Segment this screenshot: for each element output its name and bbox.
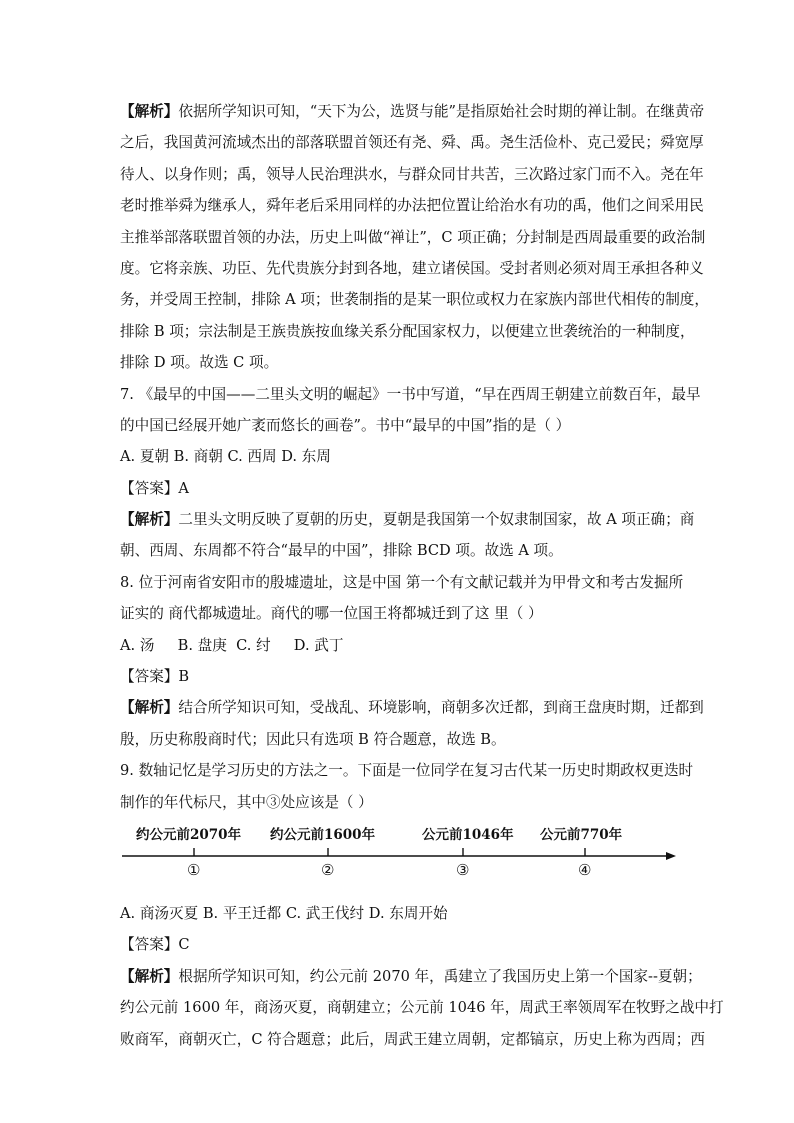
question-text: 9. 数轴记忆是学习历史的方法之一。下面是一位同学在复习古代某一历史时期政权更迭时	[120, 762, 694, 780]
question-text: 制作的年代标尺，其中③处应该是（ ）	[120, 793, 373, 811]
analysis-text: 务，并受周王控制，排除 A 项；世袭制指的是某一职位或权力在家族内部世代相传的制度，	[120, 291, 709, 309]
analysis-text: 殷，历史称殷商时代；因此只有选项 B 符合题意，故选 B。	[120, 730, 506, 748]
timeline-ruler	[120, 822, 680, 896]
document-content	[120, 96, 724, 1055]
question-options: A. 汤 B. 盘庚 C. 纣 D. 武丁	[120, 636, 344, 654]
q6-analysis	[120, 96, 709, 379]
analysis-label: 【解析】	[120, 967, 179, 985]
question-options: A. 夏朝 B. 商朝 C. 西周 D. 东周	[120, 448, 331, 466]
analysis-text: 败商军，商朝灭亡，C 符合题意；此后，周武王建立周朝，定都镐京，历史上称为西周；西	[120, 1030, 705, 1048]
analysis-text: 排除 B 项；宗法制是王族贵族按血缘关系分配国家权力，以便建立世袭统治的一种制度，	[120, 322, 695, 340]
analysis-text: 之后，我国黄河流域杰出的部落联盟首领还有尧、舜、禹。尧生活俭朴、克己爱民；舜宽厚	[120, 134, 704, 152]
analysis-text: 主推举部落联盟首领的办法，历史上叫做“禅让”，C 项正确；分封制是西周最重要的政治制	[120, 228, 706, 246]
analysis-text: 二里头文明反映了夏朝的历史，夏朝是我国第一个奴隶制国家，故 A 项正确；商	[178, 511, 695, 529]
answer-line	[120, 661, 680, 692]
question-8	[120, 567, 704, 755]
analysis-text: 约公元前 1600 年，商汤灭夏，商朝建立；公元前 1046 年，周武王率领周军在牧野之战中打	[120, 999, 724, 1017]
analysis-text: 结合所学知识可知，受战乱、环境影响，商朝多次迁都，到商王盘庚时期，迁都到	[178, 699, 704, 717]
timeline-label-1: 约公元前2070年	[136, 826, 242, 843]
timeline-label-3: 公元前1046年	[422, 826, 514, 843]
analysis-text: 待人、以身作则；禹，领导人民治理洪水，与群众同甘共苦，三次路过家门而不入。尧在年	[120, 165, 704, 183]
analysis-label: 【解析】	[120, 699, 179, 717]
answer-line	[120, 929, 680, 960]
question-9	[120, 755, 724, 1055]
analysis-text: 度。它将亲族、功臣、先代贵族分封到各地，建立诸侯国。受封者则必须对周王承担各种义	[120, 259, 704, 277]
answer-line	[120, 473, 680, 504]
analysis-text: 依据所学知识可知，“天下为公，选贤与能”是指原始社会时期的禅让制。在继黄帝	[178, 103, 705, 120]
question-options: A. 商汤灭夏 B. 平王迁都 C. 武王伐纣 D. 东周开始	[120, 904, 448, 922]
question-text: 7. 《最早的中国——二里头文明的崛起》一书中写道，“早在西周王朝建立前数百年，最早	[120, 385, 701, 403]
question-text: 的中国已经展开她广袤而悠长的画卷”。书中“最早的中国”指的是（ ）	[120, 416, 571, 434]
question-text: 证实的 商代都城遗址。商代的哪一位国王将都城迁到了这 里（ ）	[120, 605, 543, 623]
answer-value: B	[178, 668, 190, 686]
question-7	[120, 379, 701, 567]
analysis-text: 朝、西周、东周都不符合“最早的中国”，排除 BCD 项。故选 A 项。	[120, 542, 563, 560]
answer-value: A	[178, 479, 189, 497]
analysis-text: 老时推举舜为继承人，舜年老后采用同样的办法把位置让给治水有功的禹，他们之间采用民	[120, 197, 704, 215]
answer-value: C	[178, 936, 190, 954]
answer-label: 【答案】	[120, 479, 179, 497]
question-text: 8. 位于河南省安阳市的殷墟遗址，这是中国 第一个有文献记载并为甲骨文和考古发掘所	[120, 573, 684, 591]
analysis-text: 排除 D 项。故选 C 项。	[120, 354, 279, 372]
analysis-text: 根据所学知识可知，约公元前 2070 年，禹建立了我国历史上第一个国家--夏朝；	[178, 967, 702, 985]
timeline-label-2: 约公元前1600年	[270, 826, 376, 843]
timeline-mark-3: ③	[456, 860, 470, 879]
timeline-mark-2: ②	[321, 860, 335, 879]
answer-label: 【答案】	[120, 936, 179, 954]
analysis-label: 【解析】	[120, 511, 179, 529]
answer-label: 【答案】	[120, 668, 179, 686]
timeline-label-4: 公元前770年	[540, 826, 623, 843]
analysis-label: 【解析】	[120, 103, 179, 120]
timeline-mark-1: ①	[187, 860, 201, 879]
timeline-mark-4: ④	[578, 860, 592, 879]
